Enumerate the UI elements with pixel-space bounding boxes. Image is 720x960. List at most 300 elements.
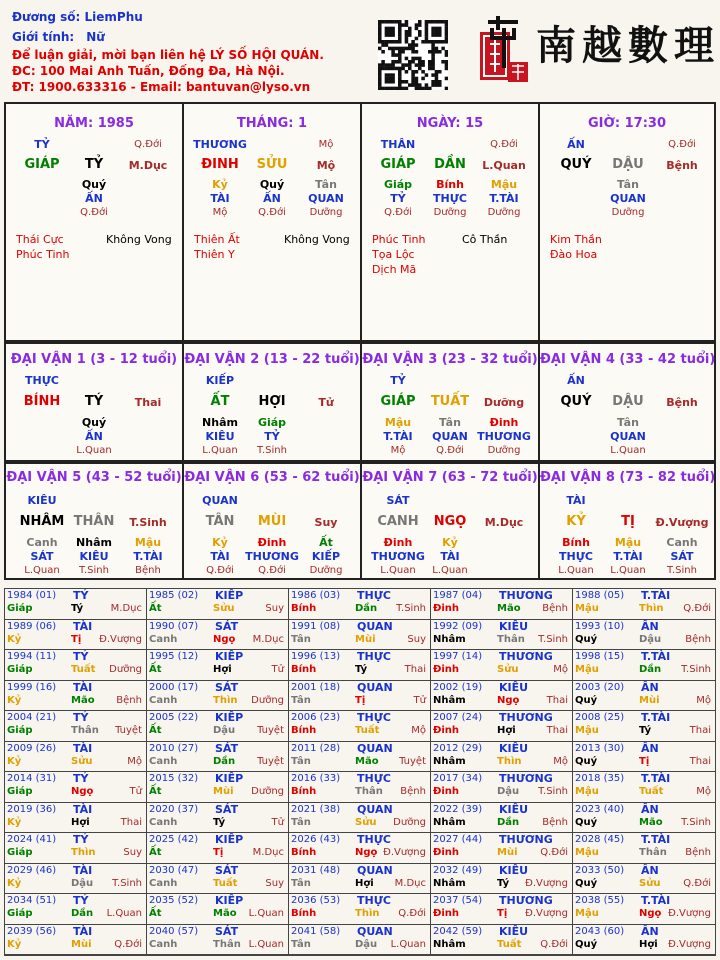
dai-van-title: ĐẠI VẬN 1 (3 - 12 tuổi): [10, 352, 178, 367]
year-label: 2043 (60): [575, 925, 625, 937]
hidden-stage: T.Sinh: [79, 565, 109, 576]
pillar-ten-god-extra: Q.Đới: [668, 139, 696, 150]
year-branch: Dậu: [497, 786, 520, 797]
year-stage: Q.Đới: [114, 938, 142, 950]
year-stem: Bính: [291, 725, 317, 736]
dai-van-branch: HỢI: [258, 394, 286, 409]
dai-van-stage: Thai: [134, 396, 162, 409]
year-label: 2039 (56): [7, 925, 57, 937]
year-cell: [431, 620, 573, 651]
hidden-stem: Nhâm: [76, 536, 112, 549]
dai-van-stage: Tử: [318, 396, 334, 409]
year-cell: [289, 803, 431, 834]
gender-value: Nữ: [86, 30, 105, 44]
year-stage: Dưỡng: [393, 816, 426, 828]
year-cell: [147, 925, 289, 956]
year-cell: [289, 894, 431, 925]
dai-van-title: ĐẠI VẬN 8 (73 - 82 tuổi): [540, 470, 716, 485]
hidden-stem: Giáp: [383, 178, 413, 191]
hidden-stem: Quý: [259, 178, 285, 191]
dai-van-ten-god: KIÊU: [27, 494, 57, 507]
year-cell: [573, 894, 715, 925]
hidden-stage: Bệnh: [135, 565, 161, 576]
year-stem: Ất: [149, 908, 162, 919]
year-label: 1993 (10): [575, 620, 625, 632]
hidden-stage: Dưỡng: [487, 445, 521, 456]
dai-van-branch: NGỌ: [433, 514, 467, 529]
dai-van-box: [182, 462, 362, 580]
year-branch: Thìn: [355, 908, 380, 919]
year-stem: Nhâm: [433, 877, 466, 889]
year-label: 2036 (53): [291, 895, 341, 906]
year-cell: [5, 864, 147, 895]
dai-van-stage: Dưỡng: [483, 396, 525, 409]
year-stage: Mộ: [696, 694, 711, 706]
year-stage: Dưỡng: [251, 786, 284, 797]
gender: [12, 30, 105, 44]
year-branch: Ngọ: [71, 786, 94, 797]
year-label: 1987 (04): [433, 590, 483, 601]
dai-van-stem: BÍNH: [23, 394, 61, 409]
owner-name: Đương số: LiemPhu: [12, 10, 143, 24]
year-ten-god: TÀI: [73, 680, 93, 694]
year-stage: Suy: [265, 877, 284, 889]
year-stem: Mậu: [575, 908, 599, 919]
year-stage: Tuyệt: [115, 725, 142, 736]
year-ten-god: T.TÀI: [641, 894, 671, 907]
year-branch: Thân: [213, 938, 241, 950]
year-stage: L.Quan: [106, 908, 142, 919]
stars-left: [194, 232, 240, 262]
year-stage: Bệnh: [542, 816, 568, 828]
year-cell: [5, 833, 147, 864]
qr-code-icon[interactable]: [378, 20, 448, 90]
year-branch: Mùi: [497, 847, 518, 858]
hidden-stage: L.Quan: [558, 565, 594, 576]
year-ten-god: KIẾP: [215, 894, 244, 907]
year-stem: Giáp: [7, 725, 33, 736]
star-item: Đào Hoa: [550, 248, 598, 261]
hidden-stage: Q.Đới: [80, 207, 108, 218]
year-branch: Tý: [213, 816, 226, 828]
year-branch: Thân: [497, 633, 525, 645]
year-cell: [289, 772, 431, 803]
year-label: 2000 (17): [149, 681, 199, 693]
year-ten-god: THƯƠNG: [499, 833, 553, 846]
hidden-stage: L.Quan: [610, 565, 646, 576]
year-ten-god: QUAN: [357, 863, 393, 877]
dai-van-box: [182, 342, 362, 462]
year-stem: Mậu: [575, 664, 599, 675]
year-branch: Sửu: [213, 603, 235, 614]
year-label: 2002 (19): [433, 681, 483, 693]
dai-van-branch: TÝ: [84, 394, 104, 409]
year-ten-god: KIẾP: [215, 650, 244, 663]
dai-van-title: ĐẠI VẬN 4 (33 - 42 tuổi): [540, 352, 716, 367]
year-cell: [573, 681, 715, 712]
year-stem: Đinh: [433, 664, 460, 675]
pillar-ten-god-extra: Q.Đới: [490, 139, 518, 150]
year-branch: Tuất: [213, 877, 238, 889]
dai-van-box: [360, 462, 540, 580]
year-stage: Đ.Vượng: [668, 908, 711, 919]
pillar-stage: Bệnh: [666, 159, 698, 172]
contact-phone-email: ĐT: 1900.633316 - Email: bantuvan@lyso.vn: [12, 80, 311, 94]
year-branch: Dần: [71, 908, 94, 919]
year-branch: Tý: [71, 603, 84, 614]
dai-van-stem: TÂN: [205, 514, 235, 529]
pillar-branch: TỶ: [84, 157, 104, 172]
year-stage: Tử: [271, 664, 284, 675]
pillar-branch: DẬU: [612, 157, 644, 172]
dai-van-stem: NHÂM: [19, 514, 65, 529]
hidden-ten-god: THỰC: [559, 550, 593, 563]
year-branch: Mùi: [213, 786, 234, 797]
year-cell: [431, 894, 573, 925]
year-stem: Đinh: [433, 786, 460, 797]
hidden-stage: T.Sinh: [257, 445, 287, 456]
year-cell: [5, 681, 147, 712]
year-stem: Kỷ: [7, 816, 22, 828]
year-branch: Mùi: [355, 633, 376, 645]
year-label: 2018 (35): [575, 773, 625, 784]
year-stage: Thai: [404, 664, 426, 675]
hidden-stem: Mậu: [490, 178, 518, 191]
year-stem: Ất: [149, 603, 162, 614]
year-label: 2041 (58): [291, 925, 341, 937]
year-label: 2027 (44): [433, 834, 483, 845]
year-branch: Dần: [497, 816, 520, 828]
year-cell: [431, 864, 573, 895]
stars-left: [16, 232, 70, 262]
year-cell: [5, 894, 147, 925]
year-stem: Bính: [291, 908, 317, 919]
year-stage: M.Dục: [252, 633, 284, 645]
year-stage: Đ.Vượng: [525, 877, 568, 889]
year-ten-god: KIÊU: [499, 924, 529, 938]
year-branch: Sửu: [355, 816, 377, 828]
year-stage: Thai: [120, 816, 142, 828]
year-label: 1985 (02): [149, 590, 199, 601]
hidden-stem: Canh: [26, 536, 58, 549]
pillar-title: GIỜ: 17:30: [588, 116, 666, 131]
year-branch: Mão: [355, 755, 379, 767]
year-branch: Ngọ: [639, 908, 662, 919]
year-ten-god: T.TÀI: [641, 833, 671, 846]
year-branch: Tị: [71, 633, 82, 645]
year-branch: Hợi: [71, 816, 90, 828]
year-label: 2021 (38): [291, 803, 341, 815]
hidden-stage: L.Quan: [610, 445, 646, 456]
year-ten-god: THỰC: [357, 711, 391, 724]
hidden-stem: Giáp: [257, 416, 287, 429]
year-stage: T.Sinh: [681, 816, 711, 828]
year-label: 1990 (07): [149, 620, 199, 632]
hidden-stage: Mộ: [212, 207, 228, 218]
hidden-stage: Dưỡng: [433, 207, 467, 218]
year-ten-god: SÁT: [215, 619, 239, 633]
dai-van-title: ĐẠI VẬN 3 (23 - 32 tuổi): [362, 352, 538, 367]
year-cell: [431, 711, 573, 742]
year-stem: Đinh: [433, 603, 460, 614]
year-label: 1991 (08): [291, 620, 341, 632]
year-stage: L.Quan: [248, 908, 284, 919]
hidden-ten-god: T.TÀI: [489, 192, 519, 205]
year-ten-god: KIÊU: [499, 680, 529, 694]
hidden-ten-god: TỶ: [264, 430, 280, 443]
year-stem: Canh: [149, 755, 178, 767]
hidden-stem: Ất: [319, 536, 333, 549]
year-stem: Canh: [149, 877, 178, 889]
hidden-stem: Mậu: [614, 536, 642, 549]
year-stage: T.Sinh: [538, 786, 568, 797]
year-label: 2007 (24): [433, 712, 483, 723]
stars-right: [462, 232, 507, 247]
hidden-ten-god: QUAN: [610, 192, 646, 205]
year-branch: Dậu: [213, 725, 236, 736]
pillar-ten-god-extra: Q.Đới: [134, 139, 162, 150]
year-stage: M.Dục: [394, 877, 426, 889]
year-stage: Q.Đới: [540, 847, 568, 858]
year-ten-god: THƯƠNG: [499, 711, 553, 724]
dai-van-box: [538, 462, 716, 580]
year-label: 2034 (51): [7, 895, 57, 906]
dai-van-stem: QUÝ: [560, 394, 592, 409]
hidden-stem: Kỷ: [442, 536, 458, 549]
year-stage: Suy: [407, 633, 426, 645]
year-label: 2038 (55): [575, 895, 625, 906]
year-ten-god: SÁT: [215, 924, 239, 938]
year-label: 2015 (32): [149, 773, 199, 784]
year-stem: Kỷ: [7, 877, 22, 889]
year-label: 2030 (47): [149, 864, 199, 876]
pillar-branch: DẦN: [434, 157, 466, 172]
year-stem: Bính: [291, 664, 317, 675]
year-cell: [289, 742, 431, 773]
year-ten-god: THỰC: [357, 833, 391, 846]
hidden-stem: Quý: [81, 416, 107, 429]
hidden-ten-god: ẤN: [85, 192, 103, 205]
year-branch: Tuất: [355, 725, 380, 736]
pillar-ten-god: THÂN: [380, 138, 416, 151]
gender-label: Giới tính:: [12, 30, 75, 44]
year-stage: Q.Đới: [398, 908, 426, 919]
year-stem: Canh: [149, 938, 178, 950]
hidden-stage: Q.Đới: [436, 445, 464, 456]
year-cell: [5, 925, 147, 956]
year-stem: Bính: [291, 847, 317, 858]
year-stem: Quý: [575, 755, 598, 767]
year-label: 2032 (49): [433, 864, 483, 876]
year-cell: [431, 833, 573, 864]
year-label: 2013 (30): [575, 742, 625, 754]
year-stem: Giáp: [7, 847, 33, 858]
year-stage: L.Quan: [390, 938, 426, 950]
year-stem: Đinh: [433, 725, 460, 736]
year-label: 2004 (21): [7, 712, 57, 723]
year-stage: Q.Đới: [683, 603, 711, 614]
year-stem: Đinh: [433, 847, 460, 858]
pillar-stem: GIÁP: [24, 157, 60, 172]
year-ten-god: ẤN: [641, 924, 659, 938]
hidden-stem: Tân: [315, 178, 337, 191]
year-ten-god: THỰC: [357, 772, 391, 785]
year-ten-god: QUAN: [357, 619, 393, 633]
year-ten-god: TÀI: [73, 619, 93, 633]
hidden-ten-god: SÁT: [670, 550, 694, 563]
year-stem: Canh: [149, 816, 178, 828]
year-cell: [573, 925, 715, 956]
hidden-ten-god: KIÊU: [79, 550, 109, 563]
year-ten-god: QUAN: [357, 924, 393, 938]
year-stage: Mộ: [696, 786, 711, 797]
dai-van-stage: T.Sinh: [129, 516, 167, 529]
year-branch: Thân: [355, 786, 383, 797]
year-ten-god: THƯƠNG: [499, 894, 553, 907]
year-branch: Tý: [497, 877, 510, 889]
year-stem: Kỷ: [7, 938, 22, 950]
year-stage: Bệnh: [116, 694, 142, 706]
hidden-ten-god: TÀI: [210, 550, 230, 563]
hidden-stem: Kỷ: [212, 178, 228, 191]
hidden-ten-god: T.TÀI: [383, 430, 413, 443]
year-stem: Canh: [149, 633, 178, 645]
hidden-stem: Quý: [81, 178, 107, 191]
hidden-ten-god: SÁT: [30, 550, 54, 563]
dai-van-box: [538, 342, 716, 462]
year-stem: Tân: [291, 938, 311, 950]
year-ten-god: SÁT: [215, 741, 239, 755]
hidden-stem: Tân: [439, 416, 461, 429]
dai-van-ten-god: SÁT: [386, 494, 410, 507]
hidden-stage: L.Quan: [380, 565, 416, 576]
year-stage: Tử: [413, 694, 426, 706]
year-stem: Kỷ: [7, 633, 22, 645]
hidden-ten-god: THƯƠNG: [371, 550, 425, 563]
year-cell: [431, 803, 573, 834]
year-ten-god: THỰC: [357, 894, 391, 907]
star-item: Thiên Ất: [194, 233, 240, 246]
year-stage: M.Dục: [252, 847, 284, 858]
dai-van-stage: M.Dục: [484, 516, 524, 529]
dai-van-title: ĐẠI VẬN 7 (63 - 72 tuổi): [362, 470, 538, 485]
hidden-stem: Canh: [666, 536, 698, 549]
hidden-ten-god: QUAN: [610, 430, 646, 443]
year-branch: Thân: [639, 847, 667, 858]
year-label: 2020 (37): [149, 803, 199, 815]
year-branch: Mão: [71, 694, 95, 706]
year-branch: Hợi: [213, 664, 232, 675]
year-ten-god: KIÊU: [499, 863, 529, 877]
hidden-ten-god: TÀI: [440, 550, 460, 563]
pillar-stem: QUÝ: [560, 157, 592, 172]
year-label: 1986 (03): [291, 590, 341, 601]
year-stage: Mộ: [411, 725, 426, 736]
year-stem: Quý: [575, 938, 598, 950]
year-label: 2010 (27): [149, 742, 199, 754]
dai-van-ten-god: KIẾP: [205, 374, 235, 387]
year-branch: Thìn: [71, 847, 96, 858]
year-cell: [147, 681, 289, 712]
year-branch: Tuất: [639, 786, 664, 797]
year-cell: [573, 864, 715, 895]
year-label: 2023 (40): [575, 803, 625, 815]
year-stage: Tuyệt: [399, 755, 426, 767]
year-branch: Dậu: [71, 877, 94, 889]
year-stage: Dưỡng: [251, 694, 284, 706]
year-stem: Ất: [149, 664, 162, 675]
star-item: Cô Thần: [462, 233, 508, 246]
year-ten-god: KIÊU: [499, 741, 529, 755]
year-cell: [147, 742, 289, 773]
year-label: 2006 (23): [291, 712, 341, 723]
year-ten-god: KIẾP: [215, 772, 244, 785]
contact-invite: Để luận giải, mời bạn liên hệ LÝ SỐ HỘI QUÁN.: [12, 48, 324, 62]
year-ten-god: TÀI: [73, 863, 93, 877]
year-stem: Quý: [575, 694, 598, 706]
hidden-stage: L.Quan: [76, 445, 112, 456]
year-cell: [573, 833, 715, 864]
star-item: Thái Cực: [16, 233, 64, 246]
hidden-stage: Q.Đới: [258, 565, 286, 576]
year-stem: Tân: [291, 694, 311, 706]
year-stage: Suy: [123, 847, 142, 858]
dai-van-title: ĐẠI VẬN 5 (43 - 52 tuổi): [6, 470, 182, 485]
year-ten-god: TỶ: [73, 711, 89, 724]
year-ten-god: TỶ: [73, 589, 89, 602]
dai-van-title: ĐẠI VẬN 6 (53 - 62 tuổi): [184, 470, 360, 485]
year-ten-god: KIẾP: [215, 711, 244, 724]
year-ten-god: KIẾP: [215, 589, 244, 602]
year-label: 2014 (31): [7, 773, 57, 784]
hidden-ten-god: THƯƠNG: [245, 550, 299, 563]
dai-van-stem: CANH: [377, 514, 419, 529]
hidden-ten-god: QUAN: [308, 192, 344, 205]
dai-van-ten-god: TÀI: [566, 494, 586, 507]
dai-van-stem: ẤT: [210, 394, 230, 409]
year-cell: [431, 772, 573, 803]
year-branch: Tuất: [71, 664, 96, 675]
year-stem: Quý: [575, 633, 598, 645]
header: [0, 0, 720, 102]
year-label: 1988 (05): [575, 590, 625, 601]
year-ten-god: ẤN: [641, 680, 659, 694]
year-cell: [147, 864, 289, 895]
star-item: Tọa Lộc: [372, 248, 415, 261]
year-stage: Dưỡng: [109, 664, 142, 675]
year-label: 2016 (33): [291, 773, 341, 784]
year-cell: [5, 650, 147, 681]
year-ten-god: TÀI: [73, 802, 93, 816]
year-stage: Đ.Vượng: [99, 633, 142, 645]
star-item: Thiên Y: [194, 248, 235, 261]
year-ten-god: ẤN: [641, 802, 659, 816]
year-ten-god: TÀI: [73, 741, 93, 755]
year-ten-god: T.TÀI: [641, 772, 671, 785]
pillar-branch: SỬU: [256, 157, 288, 172]
year-stem: Canh: [149, 694, 178, 706]
pillar-title: THÁNG: 1: [236, 116, 308, 131]
year-branch: Dần: [213, 755, 236, 767]
hidden-ten-god: KIÊU: [205, 430, 235, 443]
year-stem: Quý: [575, 877, 598, 889]
year-cell: [147, 589, 289, 620]
year-stage: Mộ: [127, 755, 142, 767]
year-label: 2003 (20): [575, 681, 625, 693]
year-ten-god: SÁT: [215, 802, 239, 816]
year-stage: Tử: [271, 816, 284, 828]
hidden-stage: Dưỡng: [487, 207, 521, 218]
